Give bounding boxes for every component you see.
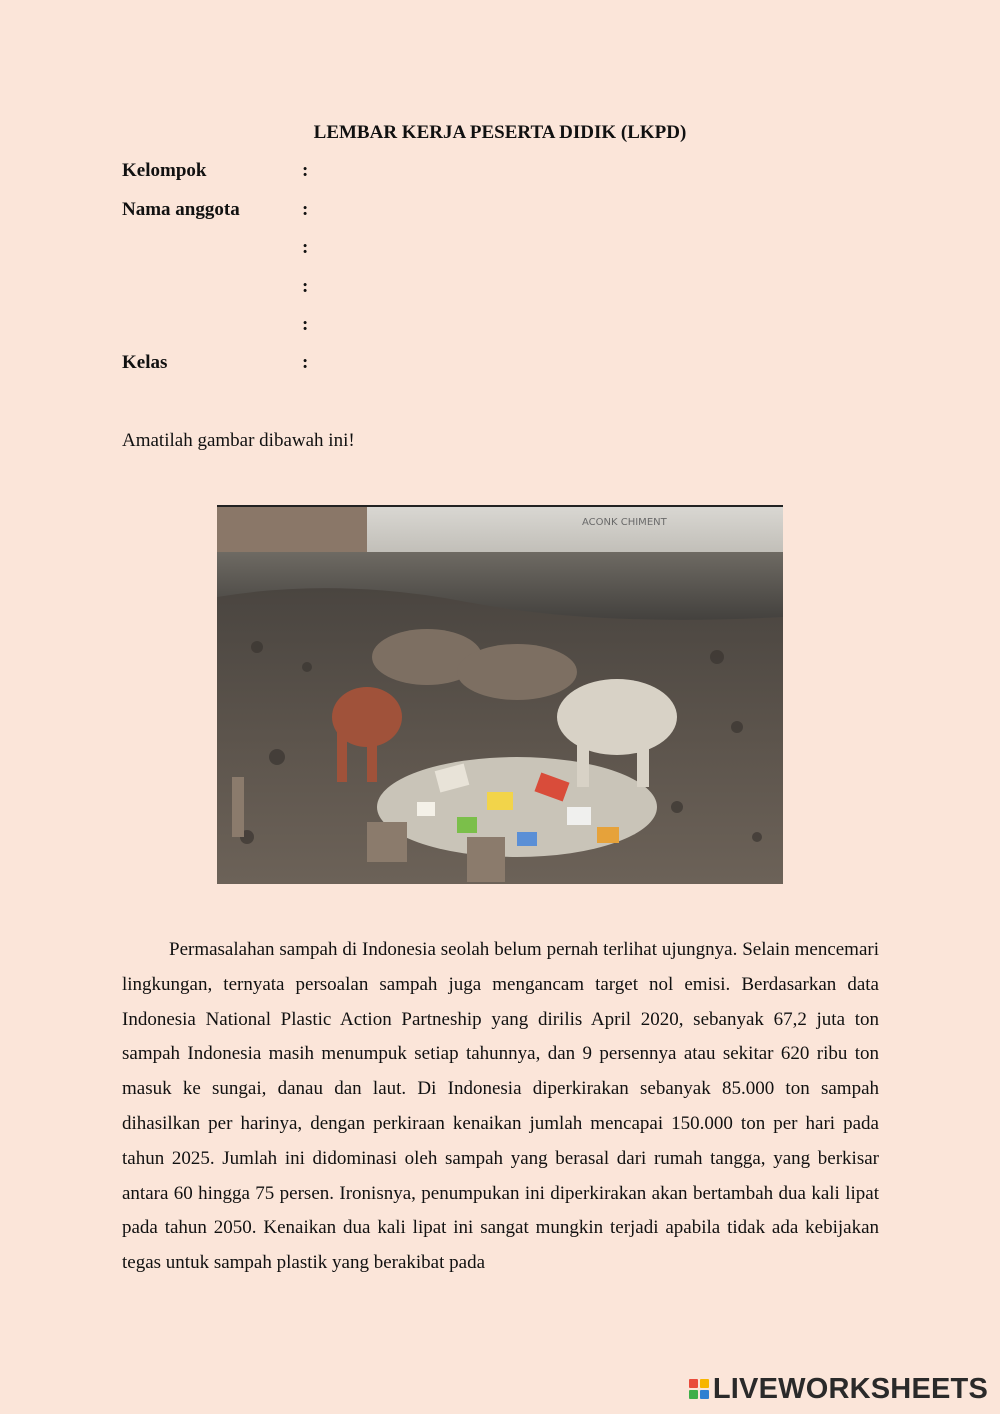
- page-title: LEMBAR KERJA PESERTA DIDIK (LKPD): [313, 122, 687, 143]
- field-colon-kelompok: :: [302, 160, 309, 181]
- instruction-text: Amatilah gambar dibawah ini!: [122, 430, 355, 451]
- field-colon-kelas: :: [302, 352, 309, 373]
- liveworksheets-wordmark: LIVEWORKSHEETS: [712, 1372, 988, 1405]
- wall-graffiti: ACONK CHIMENT: [582, 517, 667, 528]
- field-colon-nama-anggota-2: :: [302, 237, 309, 258]
- body-paragraph: Permasalahan sampah di Indonesia seolah belum pernah terlihat ujungnya. Selain mencemari lingkungan, ternyata persoalan sampah juga mengancam target nol emisi. Berdasarkan data Indonesia National Plastic Action Partneship yang dirilis April 2020, sebanyak 67,2 juta ton sampah Indonesia masih menumpuk setiap tahunnya, dan 9 persennya atau sekitar 620 ribu ton masuk ke sungai, danau dan laut. Di Indonesia diperkirakan sebanyak 85.000 ton sampah dihasilkan per harinya, dengan perkiraan kenaikan jumlah mencapai 150.000 ton per hari pada tahun 2025. Jumlah ini didominasi oleh sampah yang berasal dari rumah tangga, yang berkisar antara 60 hingga 75 persen. Ironisnya, penumpukan ini diperkirakan akan bertambah dua kali lipat pada tahun 2050. Kenaikan dua kali lipat ini sangat mungkin terjadi apabila tidak ada kebijakan tegas untuk sampah plastik yang berakibat pada: [122, 939, 879, 1274]
- field-colon-nama-anggota-4: :: [302, 314, 309, 335]
- field-label-kelas: Kelas: [122, 352, 168, 373]
- field-colon-nama-anggota-3: :: [302, 276, 309, 297]
- liveworksheets-brand[interactable]: [689, 1372, 988, 1406]
- field-colon-nama-anggota-1: :: [302, 199, 309, 220]
- field-label-nama-anggota: Nama anggota: [122, 199, 240, 220]
- photo-goats-eating-trash: [217, 505, 783, 884]
- liveworksheets-logo-icon: [689, 1379, 709, 1399]
- field-label-kelompok: Kelompok: [122, 160, 207, 181]
